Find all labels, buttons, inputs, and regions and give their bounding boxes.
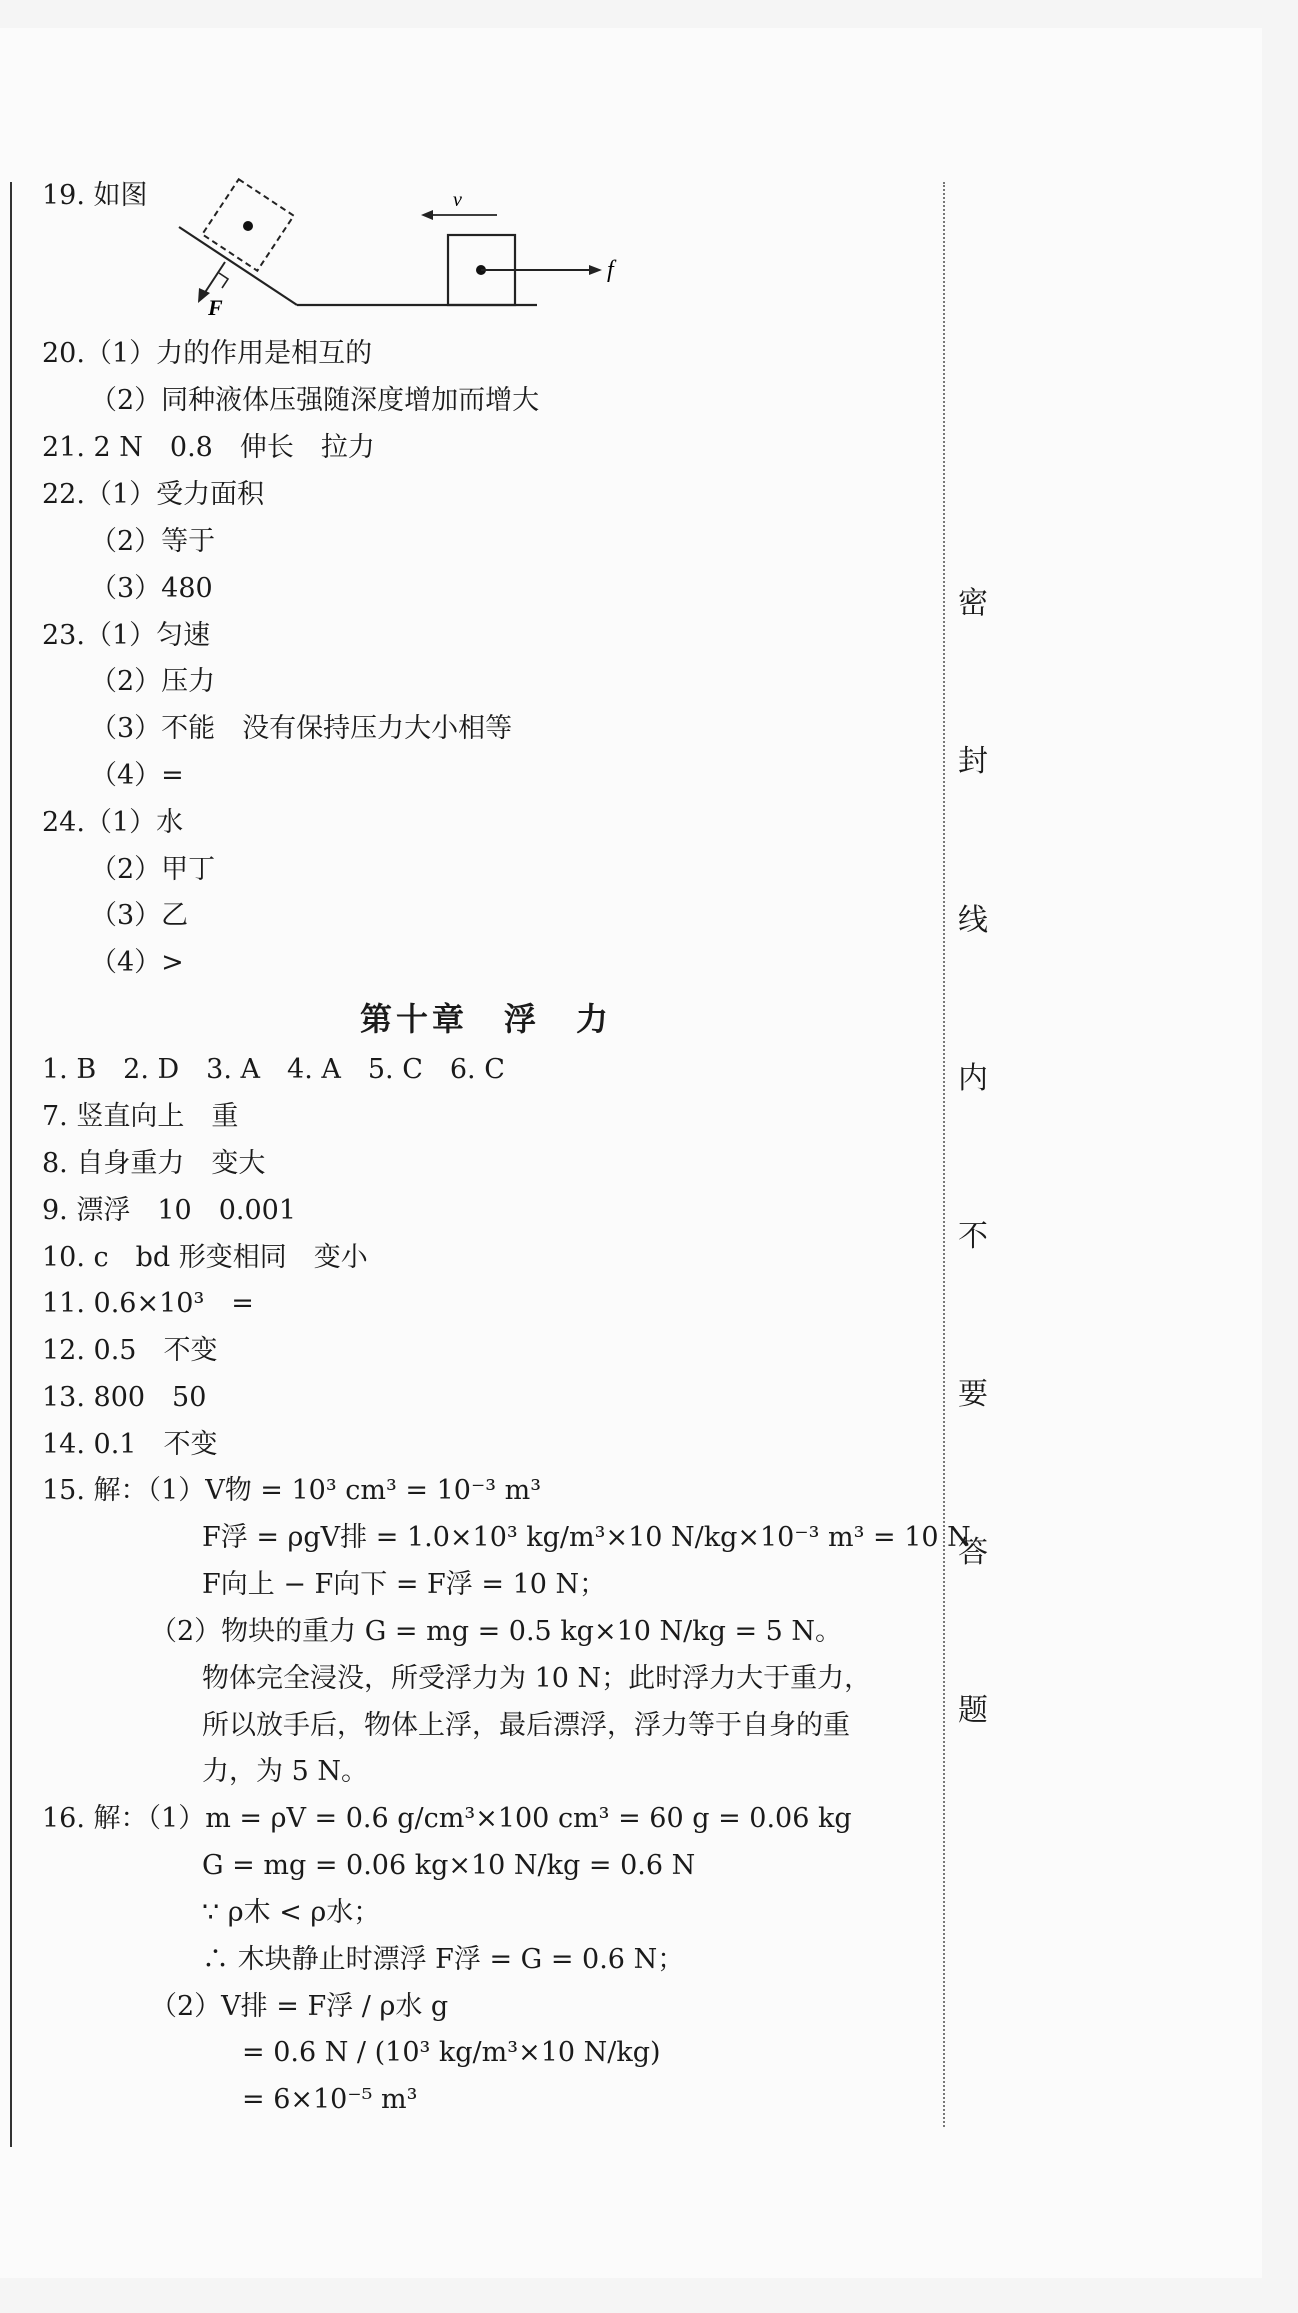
answer-22-3: （3）480 <box>90 573 213 604</box>
answer-16-because: ∵ ρ木 < ρ水； <box>202 1897 381 1928</box>
answer-9: 9. 漂浮 10 0.001 <box>42 1195 296 1226</box>
answer-23-1: 23.（1）匀速 <box>42 620 211 651</box>
answer-24-2: （2）甲丁 <box>90 854 216 885</box>
seal-char-5: 不 <box>958 1219 988 1254</box>
answer-14: 14. 0.1 不变 <box>42 1429 218 1460</box>
answer-1-6: 1. B 2. D 3. A 4. A 5. C 6. C <box>42 1054 505 1085</box>
seal-char-7: 答 <box>958 1535 988 1570</box>
friction-f-label: f <box>607 257 614 283</box>
answer-24-4: （4）> <box>90 947 184 978</box>
binding-rule <box>10 182 12 2147</box>
force-F-label: F <box>208 295 223 320</box>
answer-16-2: （2）V排 = F浮 / ρ水 g <box>150 1991 449 2022</box>
answer-15-2: （2）物块的重力 G = mg = 0.5 kg×10 N/kg = 5 N。 <box>150 1616 843 1647</box>
chapter-title: 第十章 浮 力 <box>360 1000 613 1038</box>
answer-23-3: （3）不能 没有保持压力大小相等 <box>90 713 513 744</box>
seal-char-8: 题 <box>958 1693 988 1728</box>
answer-15-text-2: 所以放手后，物体上浮，最后漂浮，浮力等于自身的重 <box>202 1710 850 1741</box>
answer-23-4: （4）= <box>90 760 184 791</box>
answer-12: 12. 0.5 不变 <box>42 1335 218 1366</box>
answer-16-1: 16. 解：（1）m = ρV = 0.6 g/cm³×100 cm³ = 60 g = 0.06 kg <box>42 1803 852 1834</box>
velocity-v-label: v <box>453 189 462 211</box>
seal-char-1: 密 <box>958 586 988 621</box>
answer-15-text-3: 力，为 5 N。 <box>202 1756 368 1787</box>
answer-16-therefore: ∴ 木块静止时漂浮 F浮 = G = 0.6 N； <box>202 1944 685 1975</box>
answer-8: 8. 自身重力 变大 <box>42 1148 266 1179</box>
answer-19: 19. 如图 <box>42 180 148 211</box>
answer-24-1: 24.（1）水 <box>42 807 184 838</box>
answer-11: 11. 0.6×10³ = <box>42 1288 254 1319</box>
answer-16-weight: G = mg = 0.06 kg×10 N/kg = 0.6 N <box>202 1850 696 1881</box>
answer-7: 7. 竖直向上 重 <box>42 1101 239 1132</box>
seal-char-4: 内 <box>958 1061 988 1096</box>
answer-21: 21. 2 N 0.8 伸长 拉力 <box>42 432 375 463</box>
answer-10: 10. c bd 形变相同 变小 <box>42 1242 368 1273</box>
answer-15-text-1: 物体完全浸没，所受浮力为 10 N；此时浮力大于重力， <box>202 1663 872 1694</box>
answer-24-3: （3）乙 <box>90 900 189 931</box>
answer-15-pressure-diff: F向上 − F向下 = F浮 = 10 N； <box>202 1569 607 1600</box>
answer-20-1: 20.（1）力的作用是相互的 <box>42 338 373 369</box>
answer-15-buoyancy: F浮 = ρgV排 = 1.0×10³ kg/m³×10 N/kg×10⁻³ m³ = 10 N <box>202 1522 971 1553</box>
answer-16-calc: = 0.6 N / (10³ kg/m³×10 N/kg) <box>242 2037 661 2068</box>
force-diagram <box>165 175 625 325</box>
seal-char-3: 线 <box>958 903 988 938</box>
answer-20-2: （2）同种液体压强随深度增加而增大 <box>90 385 540 416</box>
answer-22-1: 22.（1）受力面积 <box>42 479 265 510</box>
answer-23-2: （2）压力 <box>90 666 216 697</box>
answer-16-result: = 6×10⁻⁵ m³ <box>242 2084 418 2115</box>
seal-char-6: 要 <box>958 1377 988 1412</box>
seal-char-2: 封 <box>958 744 988 779</box>
answer-15-1: 15. 解：（1）V物 = 10³ cm³ = 10⁻³ m³ <box>42 1475 542 1506</box>
answer-13: 13. 800 50 <box>42 1382 207 1413</box>
seal-line <box>943 182 945 2127</box>
answer-22-2: （2）等于 <box>90 526 216 557</box>
